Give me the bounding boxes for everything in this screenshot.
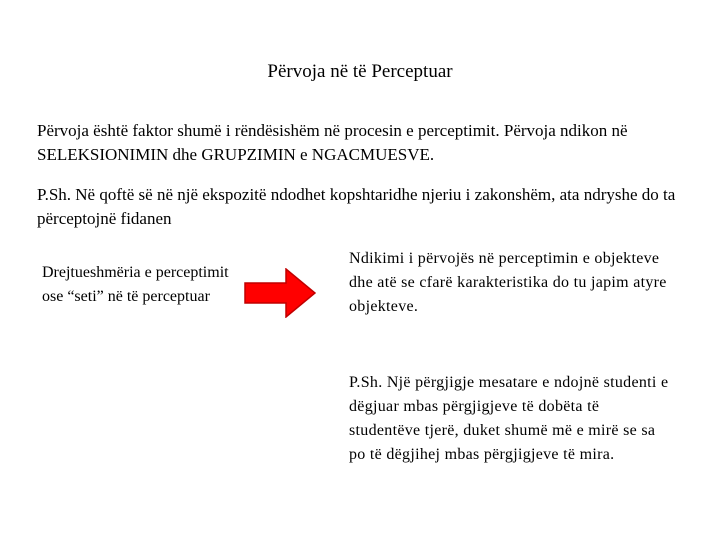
paragraph-experience: Përvoja është faktor shumë i rëndësishëm në procesin e perceptimit. Përvoja ndikon në SELEKSIONIMIN dhe GRUPZIMIN e NGACMUESVE. — [37, 121, 628, 164]
paragraph-example: P.Sh. Në qoftë së në një ekspozitë ndodhet kopshtaridhe njeriu i zakonshëm, ata ndryshe do ta përceptojnë fidanen — [37, 185, 676, 228]
right-arrow-icon — [244, 268, 316, 318]
example-answers-text: P.Sh. Një përgjigje mesatare e ndojnë studenti e dëgjuar mbas përgjigjeve të dobëta të studentëve tjerë, duket shumë më e mirë se sa po të dëgjihej mbas përgjigjeve të mira. — [349, 374, 669, 463]
arrow-shape — [245, 269, 315, 317]
perception-set-label: Drejtueshmëria e perceptimit ose “seti” në të perceptuar — [42, 264, 229, 305]
slide-title: Përvoja në të Perceptuar — [267, 61, 453, 82]
experience-influence-text: Ndikimi i përvojës në perceptimin e objekteve dhe atë se cfarë karakteristika do tu japim atyre objekteve. — [349, 250, 667, 315]
